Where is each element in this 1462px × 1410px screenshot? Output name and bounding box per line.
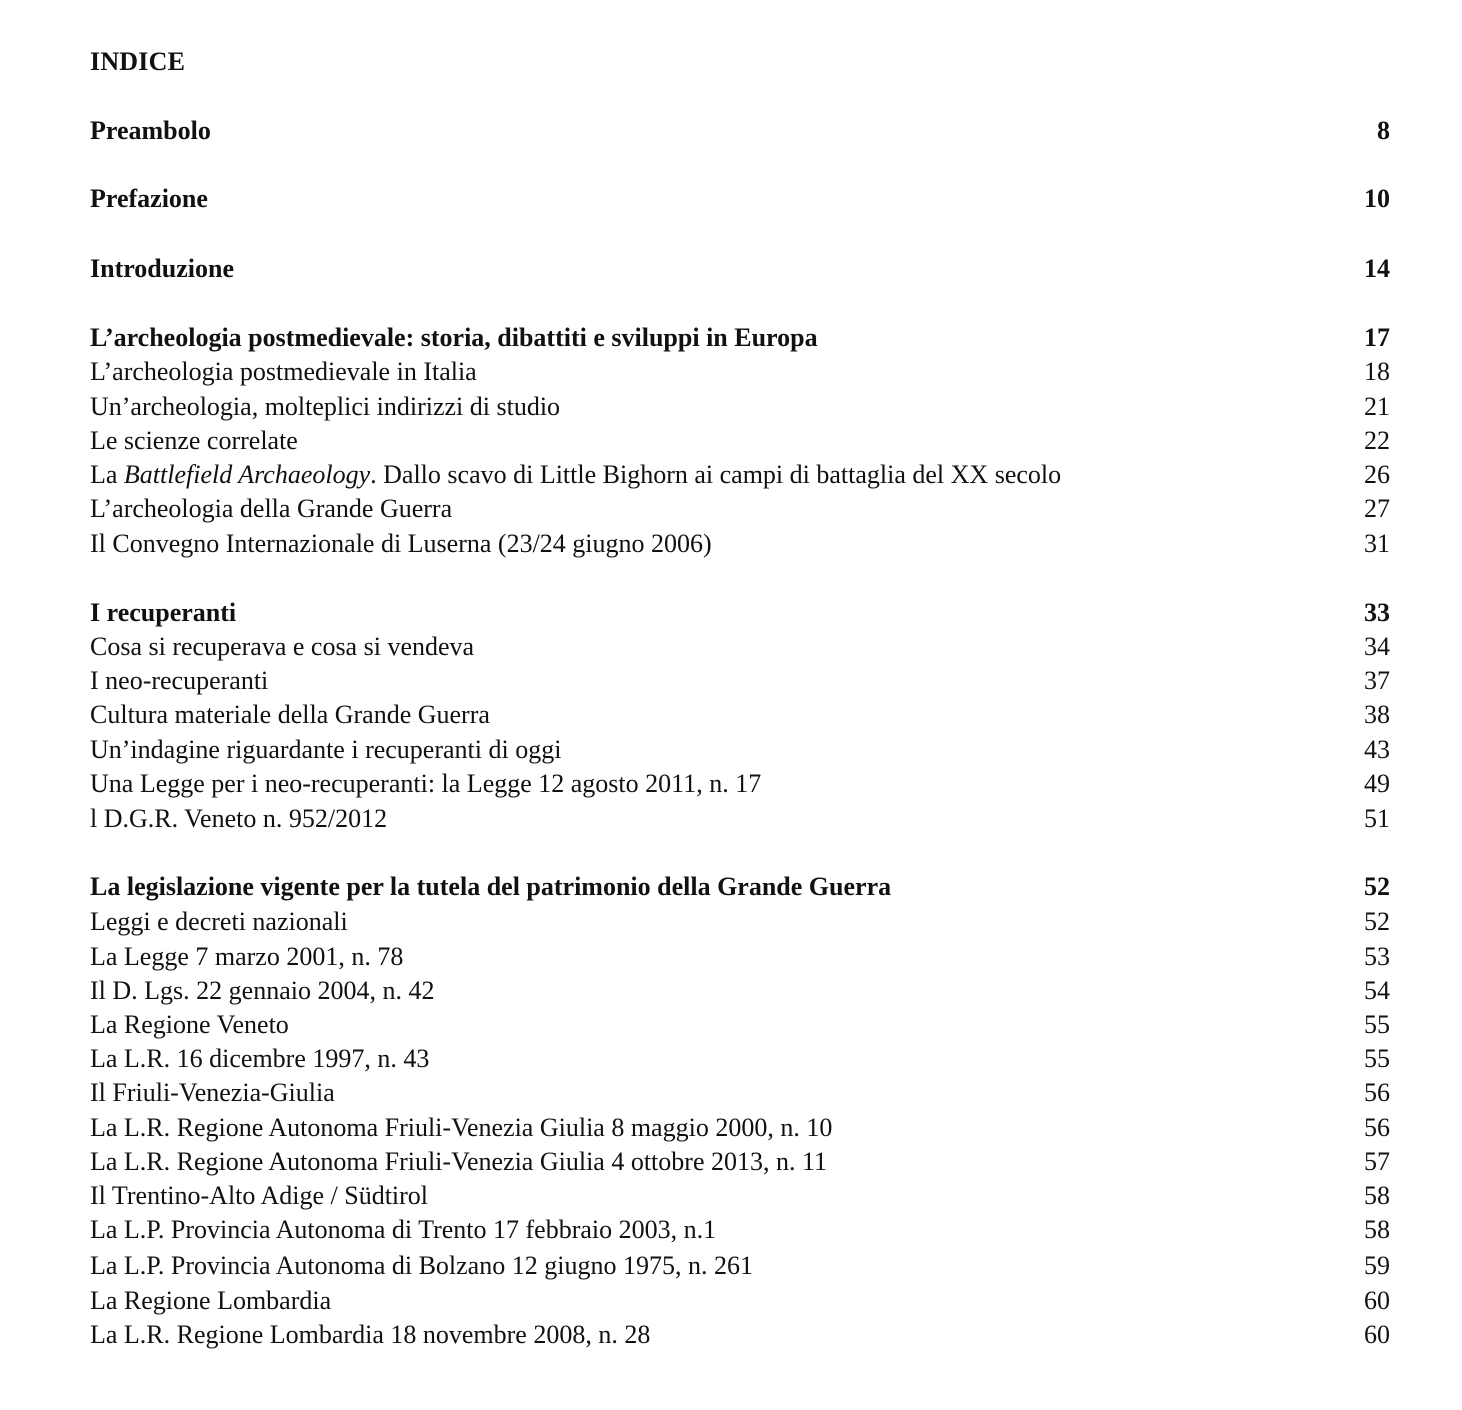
toc-entry-label: Una Legge per i neo-recuperanti: la Legge 12 agosto 2011, n. 17 xyxy=(90,769,762,798)
toc-entry-page: 55 xyxy=(1364,1044,1390,1073)
toc-entry-chapter xyxy=(90,596,1390,630)
toc-entry-label: Un’archeologia, molteplici indirizzi di studio xyxy=(90,392,561,421)
toc-entry-page: 26 xyxy=(1364,460,1390,489)
toc-entry-page: 53 xyxy=(1364,942,1390,971)
toc-entry xyxy=(90,492,1390,526)
toc-entry-chapter xyxy=(90,252,1390,286)
toc-entry xyxy=(90,1213,1390,1247)
toc-entry xyxy=(90,527,1390,561)
toc-entry-label-prefix: La xyxy=(90,460,124,489)
toc-entry-label: La L.R. 16 dicembre 1997, n. 43 xyxy=(90,1044,430,1073)
toc-entry-label: Cosa si recuperava e cosa si vendeva xyxy=(90,632,475,661)
toc-entry-label: Un’indagine riguardante i recuperanti di oggi xyxy=(90,735,562,764)
toc-entry-label: Il Convegno Internazionale di Luserna (23/24 giugno 2006) xyxy=(90,529,712,558)
toc-entry xyxy=(90,905,1390,939)
toc-entry xyxy=(90,940,1390,974)
toc-entry-label: Preambolo xyxy=(90,116,211,145)
toc-entry-label: L’archeologia postmedievale in Italia xyxy=(90,357,477,386)
toc-entry xyxy=(90,1145,1390,1179)
toc-entry-page: 52 xyxy=(1364,907,1390,936)
toc-entry-page: 51 xyxy=(1364,804,1390,833)
page-title: INDICE xyxy=(90,47,186,76)
toc-entry-label: La L.R. Regione Autonoma Friuli-Venezia Giulia 4 ottobre 2013, n. 11 xyxy=(90,1147,828,1176)
toc-entry xyxy=(90,1179,1390,1213)
toc-entry-label-italic: Battlefield Archaeology xyxy=(123,460,371,489)
toc-entry xyxy=(90,802,1390,836)
toc-entry-label: Il Friuli-Venezia-Giulia xyxy=(90,1078,335,1107)
toc-entry-page: 58 xyxy=(1364,1181,1390,1210)
toc-entry-label: Le scienze correlate xyxy=(90,426,298,455)
toc-entry xyxy=(90,424,1390,458)
toc-entry-chapter xyxy=(90,321,1390,355)
toc-entry-page: 10 xyxy=(1364,184,1390,213)
toc-entry-page: 31 xyxy=(1364,529,1390,558)
toc-entry xyxy=(90,458,1390,492)
toc-entry-label: Introduzione xyxy=(90,254,234,283)
toc-entry-label: La legislazione vigente per la tutela del patrimonio della Grande Guerra xyxy=(90,872,892,901)
toc-entry xyxy=(90,733,1390,767)
toc-entry xyxy=(90,390,1390,424)
toc-entry-label: I neo-recuperanti xyxy=(90,666,269,695)
toc-entry-label: La Legge 7 marzo 2001, n. 78 xyxy=(90,942,404,971)
toc-entry-label: L’archeologia della Grande Guerra xyxy=(90,494,453,523)
toc-entry-label: Leggi e decreti nazionali xyxy=(90,907,348,936)
toc-entry-page: 60 xyxy=(1364,1320,1390,1349)
toc-entry-page: 14 xyxy=(1364,254,1390,283)
toc-entry xyxy=(90,1111,1390,1145)
toc-entry xyxy=(90,1008,1390,1042)
toc-entry-label: Cultura materiale della Grande Guerra xyxy=(90,700,490,729)
toc-entry-page: 60 xyxy=(1364,1286,1390,1315)
toc-entry-page: 8 xyxy=(1377,116,1390,145)
toc-entry-page: 37 xyxy=(1364,666,1390,695)
toc-entry-page: 21 xyxy=(1364,392,1390,421)
toc-entry-page: 52 xyxy=(1364,872,1390,901)
toc-entry-label: La Regione Lombardia xyxy=(90,1286,332,1315)
toc-entry-label: l D.G.R. Veneto n. 952/2012 xyxy=(90,804,388,833)
toc-entry xyxy=(90,630,1390,664)
toc-entry-label: Il Trentino-Alto Adige / Südtirol xyxy=(90,1181,429,1210)
toc-entry xyxy=(90,355,1390,389)
toc-entry xyxy=(90,1284,1390,1318)
toc-entry-page: 58 xyxy=(1364,1215,1390,1244)
toc-entry-page: 18 xyxy=(1364,357,1390,386)
toc-entry-page: 59 xyxy=(1364,1251,1390,1280)
toc-entry-page: 55 xyxy=(1364,1010,1390,1039)
toc-entry-page: 22 xyxy=(1364,426,1390,455)
toc-entry-label: La L.P. Provincia Autonoma di Trento 17 febbraio 2003, n.1 xyxy=(90,1215,717,1244)
toc-entry-label: La L.R. Regione Autonoma Friuli-Venezia Giulia 8 maggio 2000, n. 10 xyxy=(90,1113,833,1142)
toc-entry xyxy=(90,664,1390,698)
toc-entry-label: La Regione Veneto xyxy=(90,1010,289,1039)
toc-entry-label: L’archeologia postmedievale: storia, dibattiti e sviluppi in Europa xyxy=(90,323,818,352)
toc-entry xyxy=(90,767,1390,801)
toc-entry xyxy=(90,1076,1390,1110)
toc-entry-page: 34 xyxy=(1364,632,1390,661)
toc-entry-page: 27 xyxy=(1364,494,1390,523)
toc-entry-label: La L.P. Provincia Autonoma di Bolzano 12 giugno 1975, n. 261 xyxy=(90,1251,753,1280)
toc-entry-label xyxy=(90,458,1061,492)
toc-entry-page: 56 xyxy=(1364,1113,1390,1142)
toc-entry xyxy=(90,974,1390,1008)
toc-entry-page: 57 xyxy=(1364,1147,1390,1176)
toc-entry xyxy=(90,1042,1390,1076)
toc-entry xyxy=(90,1318,1390,1352)
toc-entry-page: 54 xyxy=(1364,976,1390,1005)
toc-entry-page: 56 xyxy=(1364,1078,1390,1107)
toc-entry xyxy=(90,1249,1390,1283)
toc-entry-label: Prefazione xyxy=(90,184,208,213)
toc-entry-chapter xyxy=(90,182,1390,216)
toc-entry-label: I recuperanti xyxy=(90,598,237,627)
toc-entry-label: Il D. Lgs. 22 gennaio 2004, n. 42 xyxy=(90,976,435,1005)
toc-entry-label: La L.R. Regione Lombardia 18 novembre 2008, n. 28 xyxy=(90,1320,651,1349)
toc-entry-page: 38 xyxy=(1364,700,1390,729)
toc-entry-chapter xyxy=(90,870,1390,904)
toc-entry-page: 17 xyxy=(1364,323,1390,352)
toc-entry-page: 49 xyxy=(1364,769,1390,798)
toc-entry-page: 33 xyxy=(1364,598,1390,627)
toc-entry xyxy=(90,698,1390,732)
toc-entry-chapter xyxy=(90,114,1390,148)
toc-entry-label-suffix: . Dallo scavo di Little Bighorn ai campi di battaglia del XX secolo xyxy=(370,460,1062,489)
toc-entry-page: 43 xyxy=(1364,735,1390,764)
